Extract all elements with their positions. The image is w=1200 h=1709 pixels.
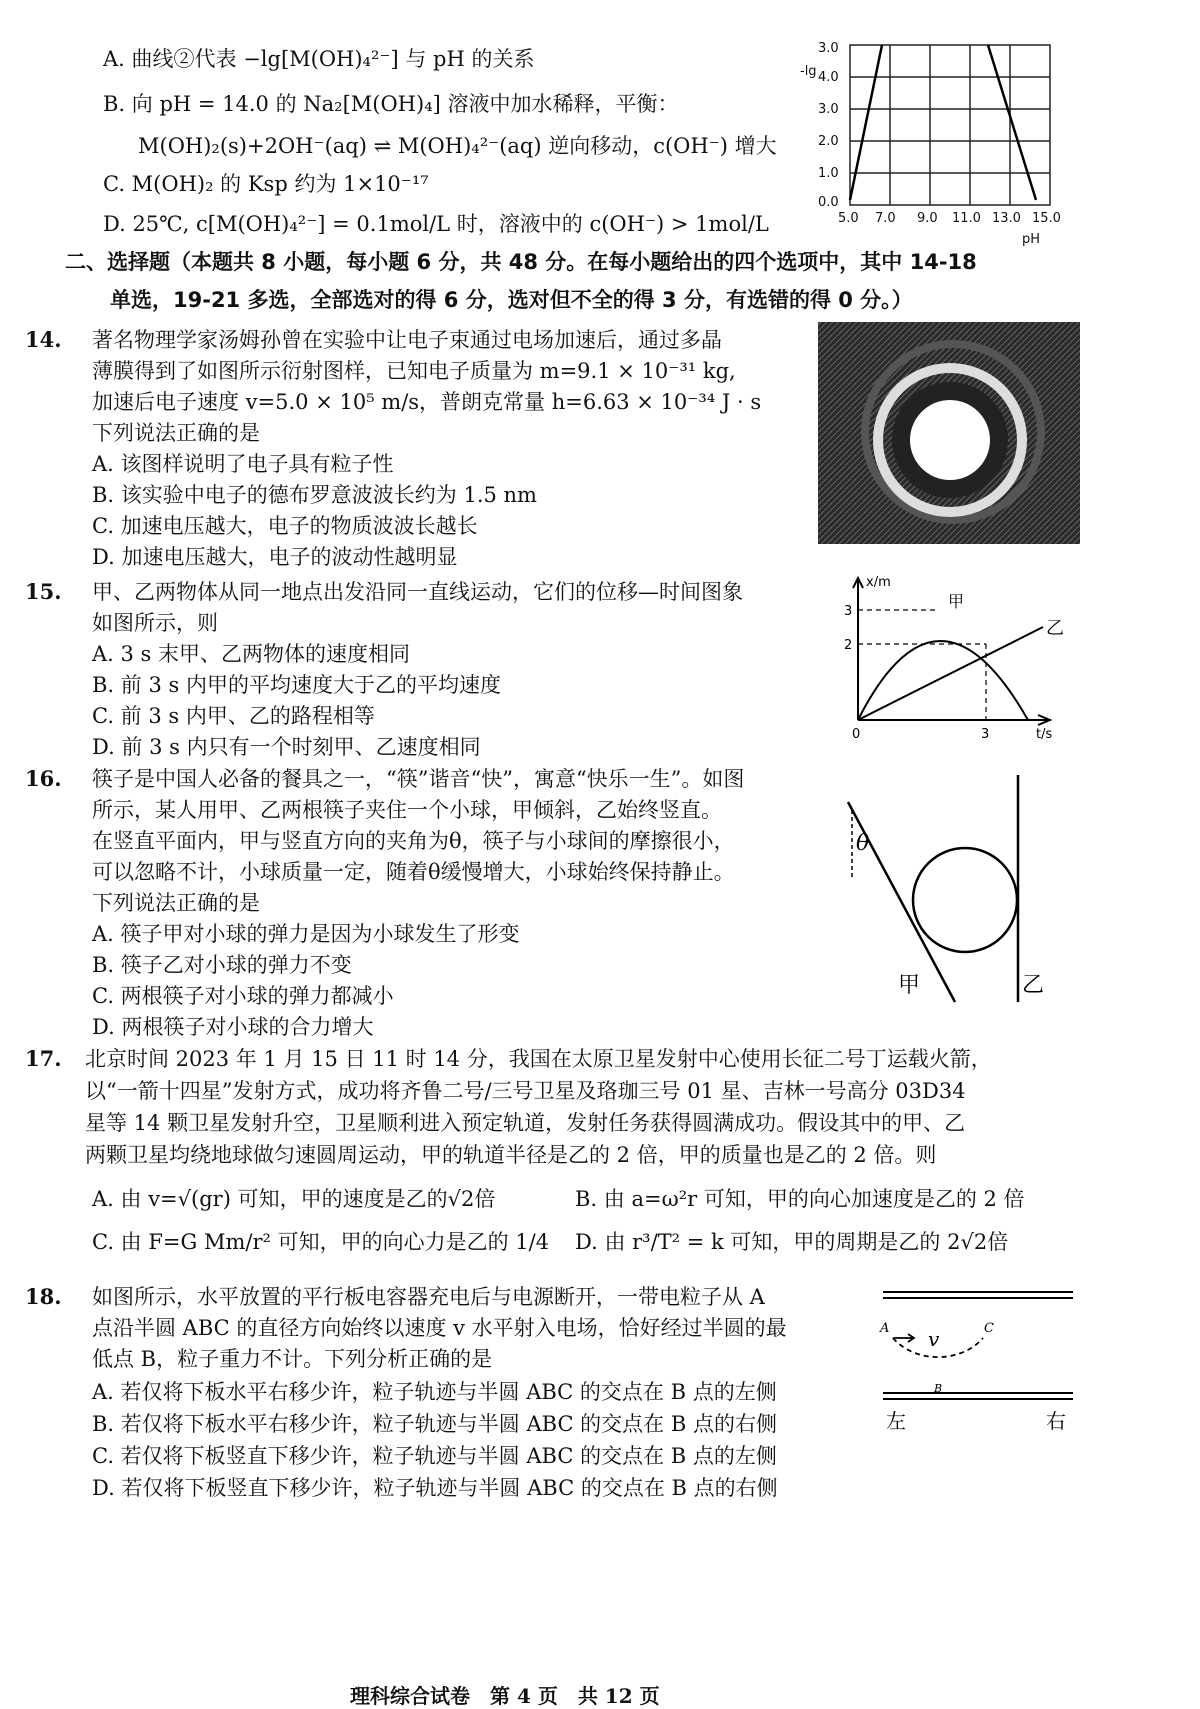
- graph-x-tick-3: 3: [981, 727, 990, 740]
- q17-stem-line1: 北京时间 2023 年 1 月 15 日 11 时 14 分，我国在太原卫星发射中心使用长征二号丁运载火箭，: [85, 1047, 992, 1071]
- q18-option-b: B. 若仅将下板水平右移少许，粒子轨迹与半圆 ABC 的交点在 B 点的右侧: [92, 1412, 777, 1436]
- chem-x-tick: 7.0: [875, 211, 896, 226]
- point-c-label: C: [984, 1321, 994, 1336]
- chem-y-tick: 3.0: [818, 102, 839, 117]
- q15-option-c: C. 前 3 s 内甲、乙的路程相等: [92, 704, 375, 728]
- q17-option-a: A. 由 v=√(gr) 可知，甲的速度是乙的√2倍: [92, 1187, 496, 1211]
- q14-option-d: D. 加速电压越大，电子的波动性越明显: [92, 545, 458, 569]
- q14-stem-line4: 下列说法正确的是: [92, 421, 260, 445]
- q16-option-b: B. 筷子乙对小球的弹力不变: [92, 953, 352, 977]
- q16-stem-line3: 在竖直平面内，甲与竖直方向的夹角为θ，筷子与小球间的摩擦很小，: [92, 829, 735, 853]
- q18-option-d: D. 若仅将下板竖直下移少许，粒子轨迹与半圆 ABC 的交点在 B 点的右侧: [92, 1476, 778, 1500]
- q16-stem-line2: 所示，某人用甲、乙两根筷子夹住一个小球，甲倾斜，乙始终竖直。: [92, 798, 722, 822]
- graph-label-yi: 乙: [1046, 618, 1064, 639]
- chem-option-b-line2: M(OH)₂(s)+2OH⁻(aq) ⇌ M(OH)₄²⁻(aq) 逆向移动，c(OH⁻) 增大: [138, 134, 777, 158]
- q17-option-d: D. 由 r³/T² = k 可知，甲的周期是乙的 2√2倍: [575, 1230, 1009, 1254]
- q14-option-a: A. 该图样说明了电子具有粒子性: [92, 452, 394, 476]
- q16-option-d: D. 两根筷子对小球的合力增大: [92, 1015, 374, 1039]
- q14-stem-line3: 加速后电子速度 v=5.0 × 10⁵ m/s，普朗克常量 h=6.63 × 10⁻³⁴ J · s: [92, 390, 762, 414]
- q14-option-b: B. 该实验中电子的德布罗意波波长约为 1.5 nm: [92, 483, 537, 507]
- velocity-label: v: [928, 1327, 940, 1351]
- right-label: 右: [1046, 1409, 1066, 1433]
- page-footer: 理科综合试卷 第 4 页 共 12 页: [350, 1684, 660, 1708]
- q17-stem-line3: 星等 14 颗卫星发射升空，卫星顺利进入预定轨道，发射任务获得圆满成功。假设其中的甲、乙: [85, 1111, 966, 1135]
- chem-x-tick: 11.0: [952, 211, 981, 226]
- q14-option-c: C. 加速电压越大，电子的物质波波长越长: [92, 514, 478, 538]
- section-header-line2: 单选，19-21 多选，全部选对的得 6 分，选对但不全的得 3 分，有选错的得 0 分。）: [110, 288, 913, 312]
- q15-stem-line1: 甲、乙两物体从同一地点出发沿同一直线运动，它们的位移—时间图象: [92, 580, 743, 604]
- q18-option-c: C. 若仅将下板竖直下移少许，粒子轨迹与半圆 ABC 的交点在 B 点的左侧: [92, 1444, 777, 1468]
- q14-stem-line2: 薄膜得到了如图所示衍射图样，已知电子质量为 m=9.1 × 10⁻³¹ kg,: [92, 359, 736, 383]
- q17-stem-line2: 以“一箭十四星”发射方式，成功将齐鲁二号/三号卫星及珞珈三号 01 星、吉林一号高分 03D34: [85, 1079, 966, 1103]
- position-time-graph: [838, 572, 1068, 740]
- q16-option-a: A. 筷子甲对小球的弹力是因为小球发生了形变: [92, 922, 520, 946]
- chem-y-tick: 2.0: [818, 134, 839, 149]
- diffraction-pattern-image: [818, 322, 1080, 544]
- capacitor-figure: [878, 1280, 1078, 1440]
- point-a-label: A: [880, 1321, 890, 1336]
- q15-option-d: D. 前 3 s 内只有一个时刻甲、乙速度相同: [92, 735, 481, 759]
- chem-x-tick: 9.0: [917, 211, 938, 226]
- q14-stem-line1: 著名物理学家汤姆孙曾在实验中让电子束通过电场加速后，通过多晶: [92, 328, 722, 352]
- q16-stem-line5: 下列说法正确的是: [92, 891, 260, 915]
- graph-y-tick-3: 3: [844, 604, 853, 619]
- q16-stem-line1: 筷子是中国人必备的餐具之一，“筷”谐音“快”，寓意“快乐一生”。如图: [92, 767, 745, 791]
- q17-option-b: B. 由 a=ω²r 可知，甲的向心加速度是乙的 2 倍: [575, 1187, 1025, 1211]
- section-header-line1: 二、选择题（本题共 8 小题，每小题 6 分，共 48 分。在每小题给出的四个选项中，其中 14-18: [65, 250, 977, 274]
- chopstick-jia-label: 甲: [898, 973, 921, 998]
- q18-stem-line3: 低点 B，粒子重力不计。下列分析正确的是: [92, 1347, 493, 1371]
- q18-number: 18.: [25, 1284, 62, 1309]
- q15-number: 15.: [25, 579, 62, 604]
- chem-y-tick: 0.0: [818, 195, 839, 210]
- chem-option-a: A. 曲线②代表 −lg[M(OH)₄²⁻] 与 pH 的关系: [103, 47, 535, 71]
- q15-stem-line2: 如图所示，则: [92, 611, 218, 635]
- graph-y-label: x/m: [866, 575, 891, 590]
- q18-stem-line1: 如图所示，水平放置的平行板电容器充电后与电源断开，一带电粒子从 A: [92, 1285, 765, 1309]
- q18-stem-line2: 点沿半圆 ABC 的直径方向始终以速度 v 水平射入电场，恰好经过半圆的最: [92, 1316, 787, 1340]
- theta-label: θ: [856, 831, 870, 856]
- chem-option-d: D. 25℃, c[M(OH)₄²⁻] = 0.1mol/L 时，溶液中的 c(OH⁻) > 1mol/L: [103, 212, 769, 236]
- q17-stem-line4: 两颗卫星均绕地球做匀速圆周运动，甲的轨道半径是乙的 2 倍，甲的质量也是乙的 2 倍。则: [85, 1143, 937, 1167]
- q17-option-c: C. 由 F=G Mm/r² 可知，甲的向心力是乙的 1/4: [92, 1230, 550, 1254]
- q15-option-b: B. 前 3 s 内甲的平均速度大于乙的平均速度: [92, 673, 501, 697]
- q18-option-a: A. 若仅将下板水平右移少许，粒子轨迹与半圆 ABC 的交点在 B 点的左侧: [92, 1380, 777, 1404]
- q15-option-a: A. 3 s 末甲、乙两物体的速度相同: [92, 642, 411, 666]
- chem-x-tick: 15.0: [1032, 211, 1061, 226]
- chem-ph-graph: [800, 40, 1070, 255]
- graph-origin: 0: [852, 727, 861, 740]
- chem-y-label: -lg: [800, 64, 817, 79]
- q16-number: 16.: [25, 766, 62, 791]
- chem-x-tick: 5.0: [838, 211, 859, 226]
- graph-y-tick-2: 2: [844, 638, 853, 653]
- graph-label-jia: 甲: [948, 592, 965, 611]
- chopsticks-figure: [840, 770, 1070, 1010]
- chem-x-tick: 13.0: [992, 211, 1021, 226]
- chem-y-tick: 4.0: [818, 70, 839, 85]
- chem-option-c: C. M(OH)₂ 的 Ksp 约为 1×10⁻¹⁷: [103, 172, 429, 196]
- chem-option-b-line1: B. 向 pH = 14.0 的 Na₂[M(OH)₄] 溶液中加水稀释，平衡：: [103, 92, 679, 116]
- chem-x-label: pH: [1022, 232, 1041, 247]
- left-label: 左: [886, 1409, 906, 1433]
- q16-option-c: C. 两根筷子对小球的弹力都减小: [92, 984, 394, 1008]
- chem-y-tick: 1.0: [818, 166, 839, 181]
- point-b-label: B: [934, 1382, 943, 1395]
- q14-number: 14.: [25, 327, 62, 352]
- chem-y-tick: 3.0: [818, 41, 839, 56]
- graph-x-label: t/s: [1036, 727, 1053, 740]
- q16-stem-line4: 可以忽略不计，小球质量一定，随着θ缓慢增大，小球始终保持静止。: [92, 860, 735, 884]
- chopstick-yi-label: 乙: [1022, 973, 1045, 998]
- q17-number: 17.: [25, 1046, 62, 1071]
